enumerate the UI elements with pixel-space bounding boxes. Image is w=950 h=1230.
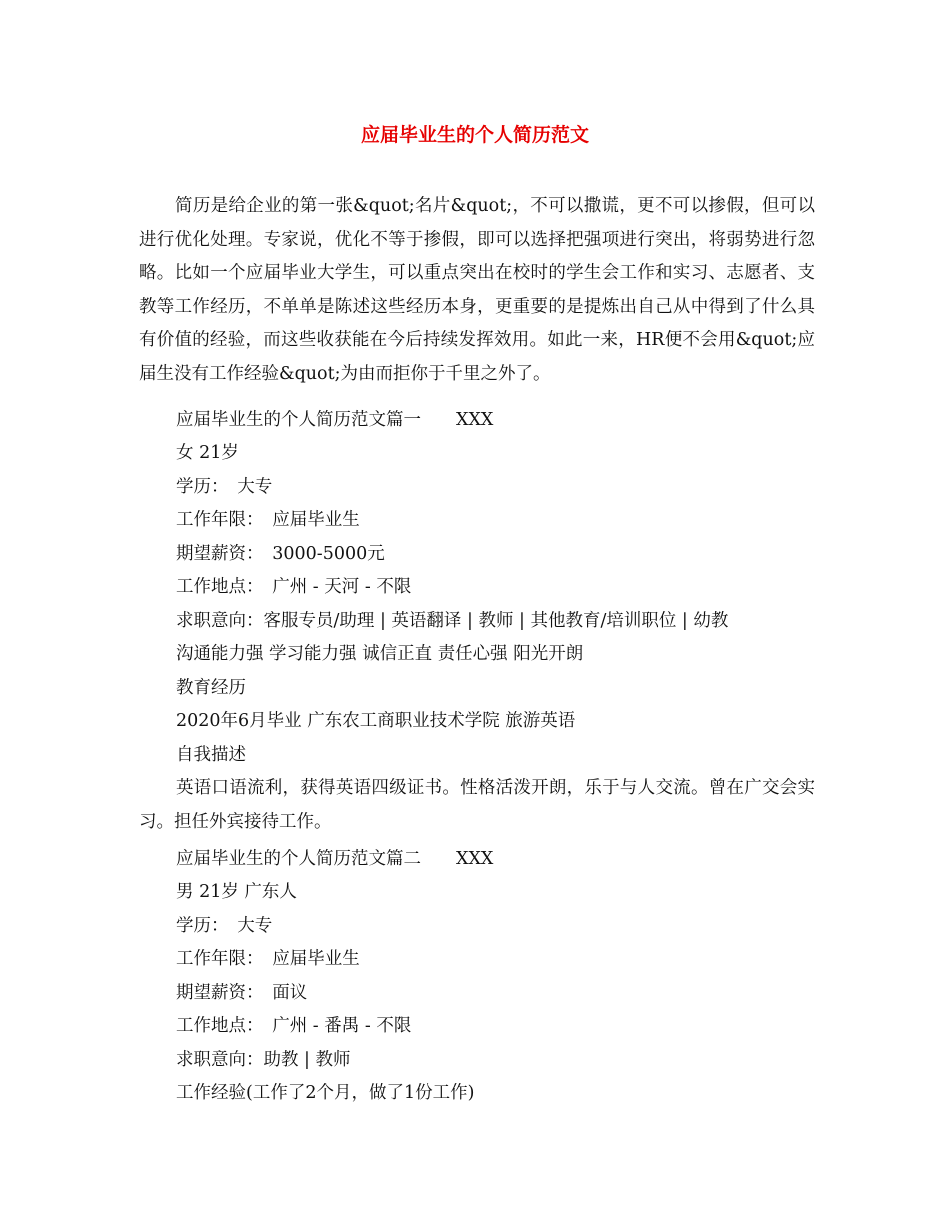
intro-paragraph: 简历是给企业的第一张&quot;名片&quot;，不可以撒谎，更不可以掺假，但可以进行优化处理。专家说，优化不等于掺假，即可以选择把强项进行突出，将弱势进行忽略。比如一个应届毕业大学生，可以重点突出在校时的学生会工作和实习、志愿者、支教等工作经历，不单单是陈述这些经历本身，更重要的是提炼出自己从中得到了什么具有价值的经验，而这些收获能在今后持续发挥效用。如此一来，HR便不会用&quot;应届生没有工作经验&quot;为由而拒你于千里之外了。 (139, 196, 815, 384)
resume1-basic-info: 女 21岁 (176, 443, 239, 463)
resume1-self-title: 自我描述 (176, 745, 246, 765)
resume2-intention: 求职意向：助教 | 教师 (176, 1050, 351, 1070)
resume1-education-title: 教育经历 (176, 678, 246, 698)
resume1-education-detail: 2020年6月毕业 广东农工商职业技术学院 旅游英语 (176, 711, 576, 731)
resume2-location: 工作地点： 广州 - 番禺 - 不限 (176, 1016, 412, 1036)
resume1-heading: 应届毕业生的个人简历范文篇一 XXX (176, 410, 494, 430)
resume1-location: 工作地点： 广州 - 天河 - 不限 (176, 577, 412, 597)
document-title: 应届毕业生的个人简历范文 (360, 124, 589, 146)
resume2-education: 学历： 大专 (176, 916, 273, 936)
resume1-education: 学历： 大专 (176, 477, 273, 497)
resume1-salary: 期望薪资： 3000-5000元 (176, 544, 385, 564)
resume2-basic-info: 男 21岁 广东人 (176, 882, 297, 902)
resume1-work-years: 工作年限： 应届毕业生 (176, 510, 360, 530)
resume2-heading: 应届毕业生的个人简历范文篇二 XXX (176, 849, 494, 869)
resume2-experience: 工作经验(工作了2个月，做了1份工作) (176, 1083, 475, 1103)
resume2-work-years: 工作年限： 应届毕业生 (176, 949, 360, 969)
resume1-traits: 沟通能力强 学习能力强 诚信正直 责任心强 阳光开朗 (176, 644, 584, 664)
resume2-salary: 期望薪资： 面议 (176, 983, 308, 1003)
resume1-intention: 求职意向：客服专员/助理 | 英语翻译 | 教师 | 其他教育/培训职位 | 幼教 (176, 611, 729, 631)
resume1-self-description: 英语口语流利，获得英语四级证书。性格活泼开朗，乐于与人交流。曾在广交会实习。担任外宾接待工作。 (139, 778, 815, 832)
